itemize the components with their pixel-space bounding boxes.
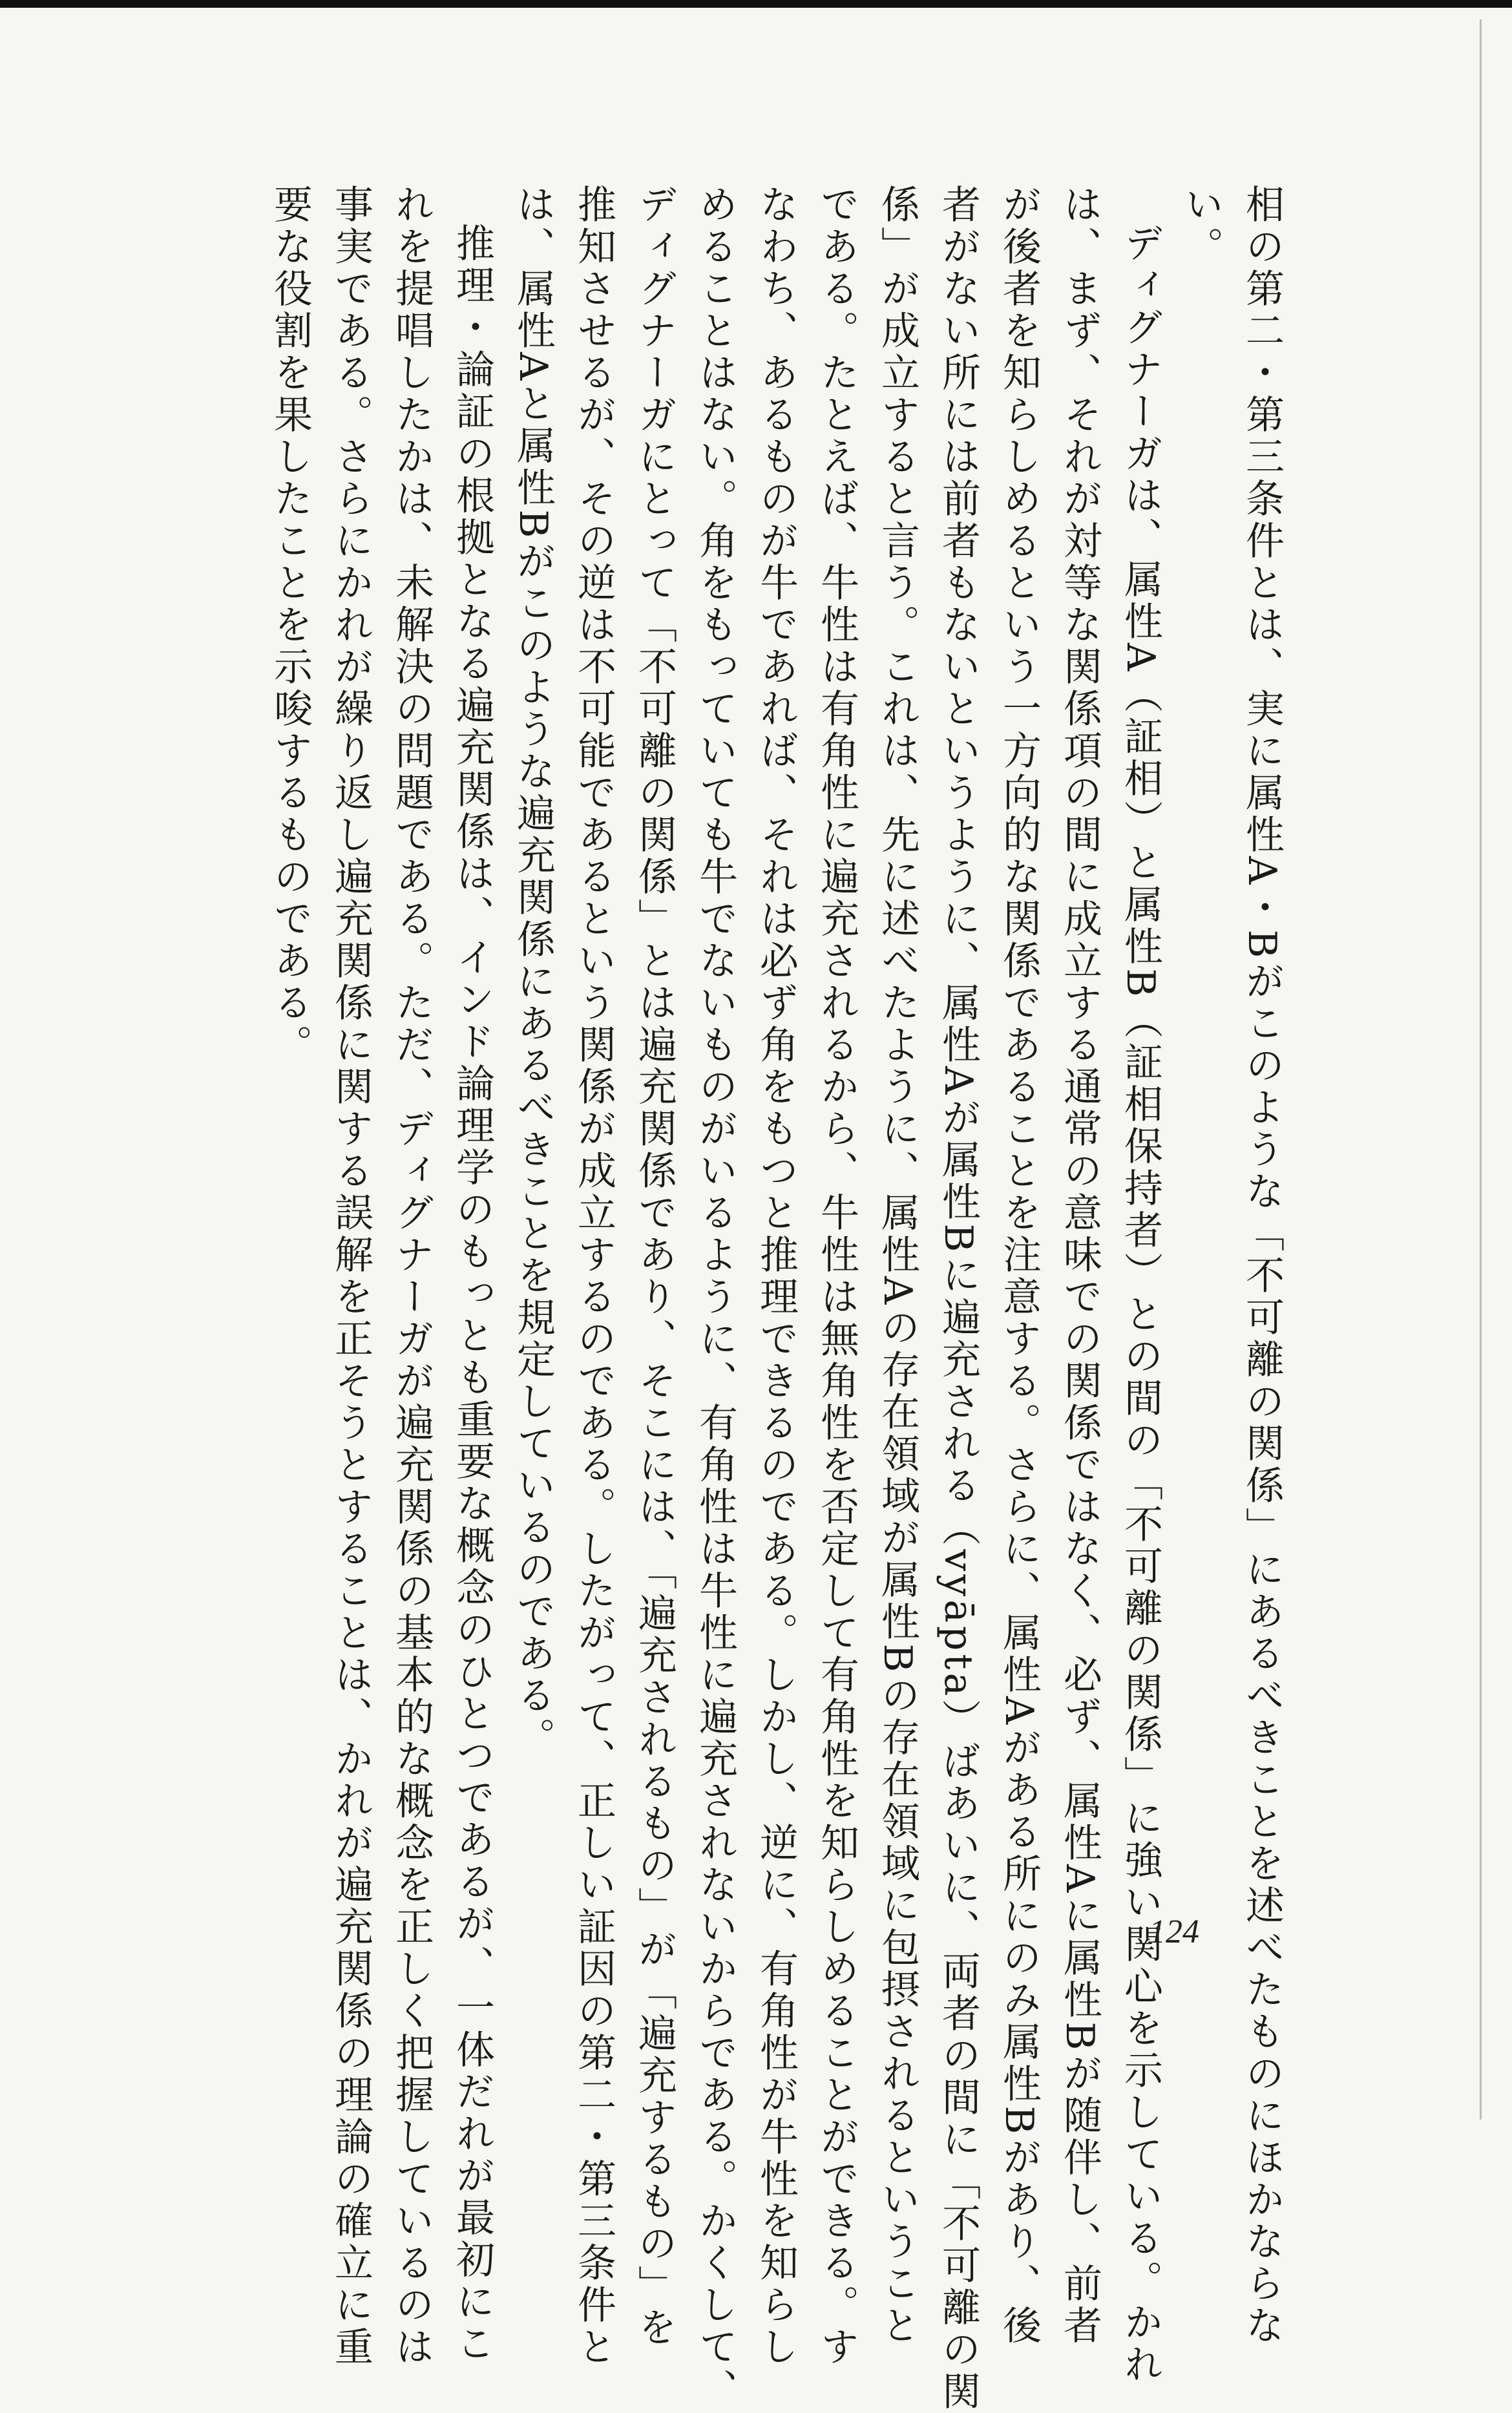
text-line-3: ディグナーガは、属性A（証相）と属性B（証相保持者）との間の「不可離の関係」に強い関心を示している。かれ [1118, 223, 1163, 2387]
text-line-11: ディグナーガにとって「不可離の関係」とは遍充関係であり、そこには、「遍充されるもの」が「遍充するもの」を [632, 184, 677, 2349]
text-line-9: なわち、あるものが牛であれば、それは必ず角をもつと推理できるのである。しかし、逆に、有角性が牛性を知らし [753, 184, 799, 2368]
text-line-4: は、まず、それが対等な関係項の間に成立する通常の意味での関係ではなく、必ず、属性Aに属性Bが随伴し、前者 [1057, 184, 1102, 2348]
text-line-1: 相の第二・第三条件とは、実に属性A・Bがこのような「不可離の関係」にあるべきことを述べたものにほかならな [1239, 184, 1285, 2348]
page-edge-shadow [1480, 19, 1482, 2120]
text-line-14: 推理・論証の根拠となる遍充関係は、インド論理学のもっとも重要な概念のひとつであるが、一体だれが最初にこ [450, 223, 495, 2365]
text-line-8: である。たとえば、牛性は有角性に遍充されるから、牛性は無角性を否定して有角性を知らしめることができる。す [814, 184, 859, 2368]
top-border [0, 0, 1512, 8]
page-number: 124 [1149, 1913, 1199, 1950]
text-line-2: い。 [1179, 184, 1224, 268]
text-line-15: れを提唱したかは、未解決の問題である。ただ、ディグナーガが遍充関係の基本的な概念を正しく把握しているのは [389, 184, 434, 2368]
text-line-10: めることはない。角をもっていても牛でないものがいるように、有角性は牛性に遍充されないからである。かくして、 [693, 184, 738, 2410]
text-line-13: は、属性Aと属性Bがこのような遍充関係にあるべきことを規定しているのである。 [510, 184, 556, 1760]
text-line-5: が後者を知らしめるという一方向的な関係であることを注意する。さらに、属性Aがある所にのみ属性Bがあり、後 [996, 184, 1042, 2348]
text-line-7: 係」が成立すると言う。これは、先に述べたように、属性Aの存在領域が属性Bの存在領域に包摂されるということ [875, 184, 920, 2348]
text-line-12: 推知させるが、その逆は不可能であるという関係が成立するのである。したがって、正しい証因の第二・第三条件と [571, 184, 616, 2368]
text-line-16: 事実である。さらにかれが繰り返し遍充関係に関する誤解を正そうとすることは、かれが遍充関係の理論の確立に重 [328, 184, 373, 2368]
text-line-17: 要な役割を果したことを示唆するものである。 [268, 184, 313, 1066]
text-line-6: 者がない所には前者もないというように、属性Aが属性Bに遍充される（vyāpta）ばあいに、両者の間に「不可離の関 [936, 184, 981, 2413]
